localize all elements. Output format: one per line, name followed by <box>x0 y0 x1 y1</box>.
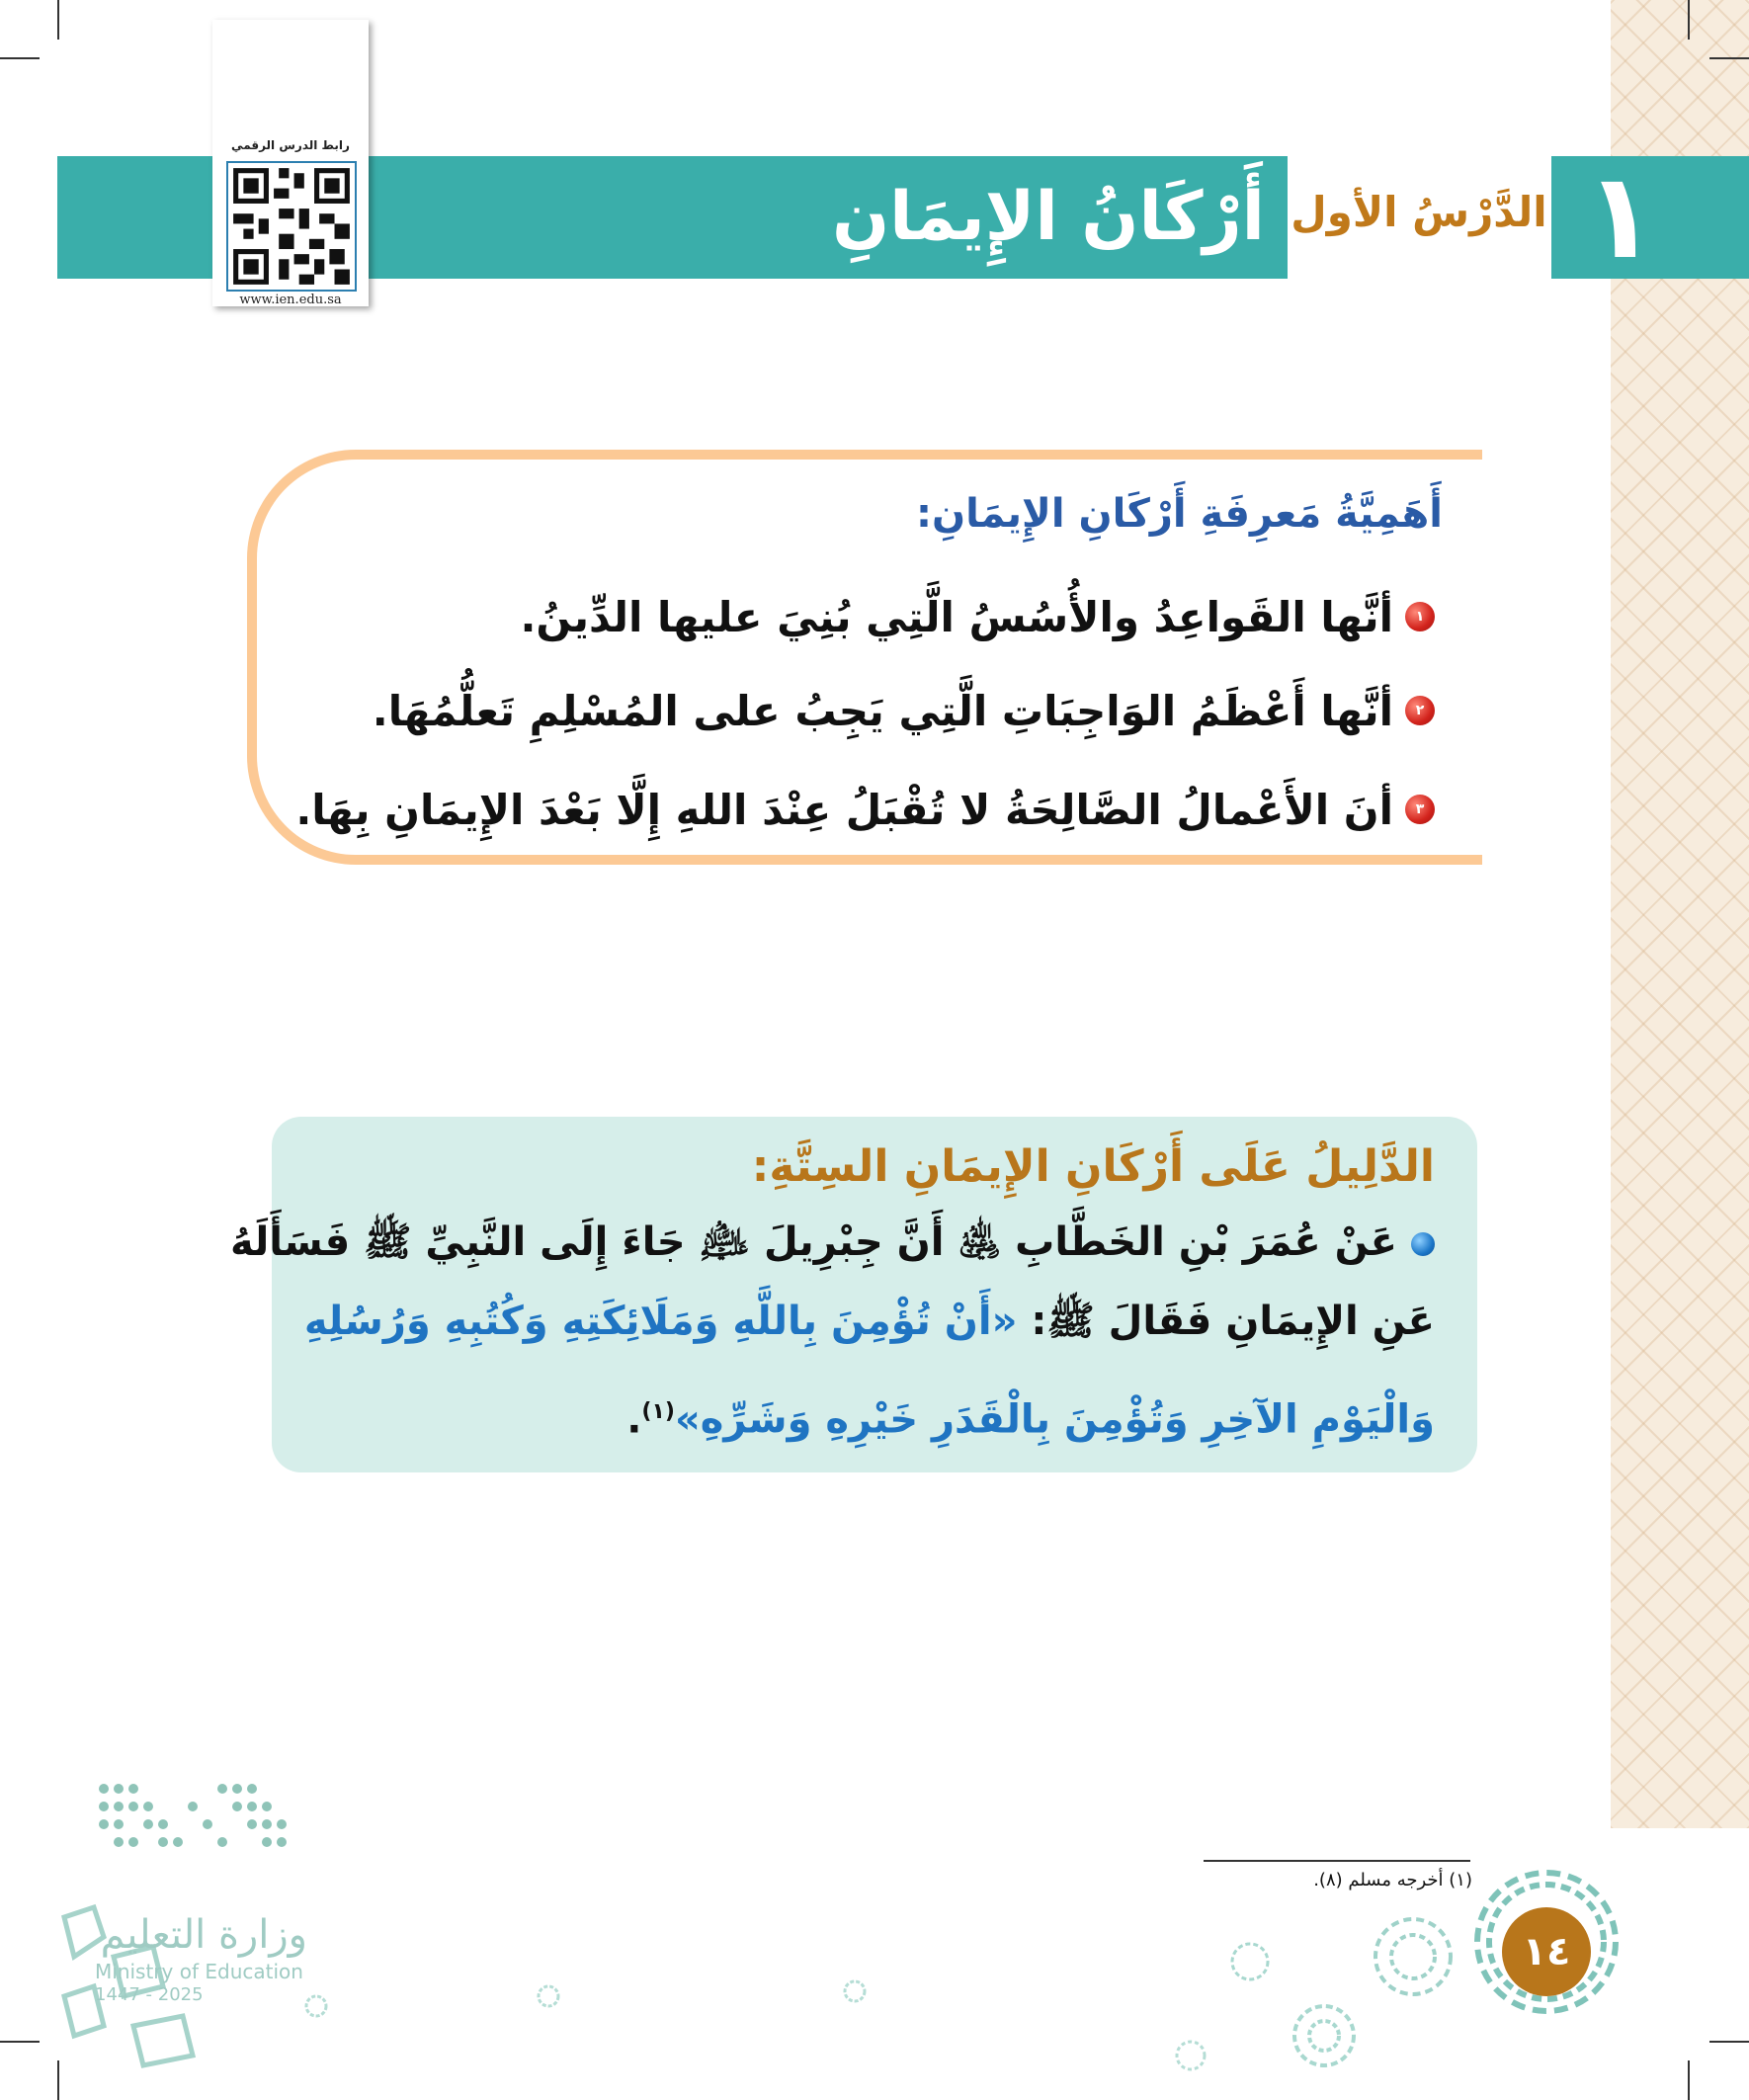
hadith-text: وَالْيَوْمِ الآخِرِ وَتُؤْمِنَ بِالْقَدَرِ خَيْرِهِ وَشَرِّهِ» <box>674 1396 1435 1443</box>
qr-code-icon <box>228 163 355 290</box>
number-badge: ٣ <box>1405 795 1435 824</box>
importance-title: أَهَمِيَّةُ مَعرِفَةِ أَرْكَانِ الإِيمَانِ: <box>916 491 1443 537</box>
lesson-label: الدَّرْسُ الأول <box>1291 188 1547 236</box>
ministry-name-english: Ministry of Education <box>95 1960 303 1983</box>
crop-mark <box>1688 0 1690 40</box>
list-item-text: أنَّها القَواعِدُ والأُسُسُ الَّتِي بُنِيَ عليها الدِّينُ. <box>520 592 1393 641</box>
evidence-text: عَنْ عُمَرَ بْنِ الخَطَّابِ ﵁ أَنَّ جِبْرِيلَ ﵇ جَاءَ إِلَى النَّبِيِّ ﷺ فَسَأَلَهُ <box>230 1219 1397 1265</box>
ministry-year: 2025 - 1447 <box>95 1984 204 2005</box>
page-title: أَرْكَانُ الإِيمَانِ <box>832 178 1265 256</box>
floral-ornament-icon <box>534 1981 563 2011</box>
list-item <box>295 774 1435 845</box>
evidence-text: عَنِ الإِيمَانِ فَقَالَ ﷺ: <box>1031 1299 1435 1344</box>
ministry-name-arabic: وزارة التعليم <box>100 1912 307 1958</box>
floral-ornament-icon <box>840 1976 870 2006</box>
crop-mark <box>1709 57 1749 59</box>
footnote: (١) أخرجه مسلم (٨). <box>1313 1870 1472 1890</box>
end-period: . <box>626 1396 642 1443</box>
footnote-divider <box>1204 1860 1470 1862</box>
floral-ornament-icon <box>1225 1937 1275 1986</box>
evidence-line-1 <box>230 1208 1435 1277</box>
list-item-text: أنَّها أَعْظَمُ الوَاجِبَاتِ الَّتِي يَجِبُ على المُسْلِمِ تَعلُّمُهَا. <box>372 686 1393 735</box>
number-badge: ١ <box>1405 602 1435 631</box>
floral-ornament-icon <box>1171 2036 1210 2075</box>
evidence-title: الدَّلِيلُ عَلَى أَرْكَانِ الإِيمَانِ السِتَّةِ: <box>751 1141 1435 1192</box>
evidence-line-2 <box>289 1287 1435 1356</box>
crop-mark <box>0 57 40 59</box>
evidence-line-3 <box>289 1378 1435 1454</box>
crop-mark <box>57 0 59 40</box>
bullet-icon <box>1411 1232 1435 1256</box>
floral-ornament-icon <box>1285 1996 1364 2075</box>
qr-code[interactable] <box>226 161 357 292</box>
hadith-text: «أَنْ تُؤْمِنَ بِاللَّهِ وَمَلَائِكَتِهِ وَكُتُبِهِ وَرُسُلِهِ <box>303 1299 1018 1344</box>
qr-caption: رابط الدرس الرقمي <box>231 138 350 152</box>
footnote-reference[interactable]: (١) <box>641 1399 675 1424</box>
floral-ornament-icon <box>1364 1907 1462 2006</box>
list-item <box>298 675 1435 746</box>
lesson-number: ١ <box>1584 148 1657 286</box>
crop-mark <box>1709 2041 1749 2043</box>
number-badge: ٢ <box>1405 696 1435 725</box>
crop-mark <box>0 2041 40 2043</box>
crop-mark <box>1688 2060 1690 2100</box>
qr-code-card[interactable] <box>212 20 369 306</box>
page-number: ١٤ <box>1502 1907 1591 1996</box>
list-item <box>298 581 1435 652</box>
list-item-text: أنَ الأَعْمالُ الصَّالِحَةُ لا تُقْبَلُ عِنْدَ اللهِ إِلَّا بَعْدَ الإِيمَانِ بِهَا. <box>295 785 1393 834</box>
qr-url[interactable]: www.ien.edu.sa <box>239 293 342 307</box>
ministry-logo-dots-icon <box>94 1779 311 1878</box>
